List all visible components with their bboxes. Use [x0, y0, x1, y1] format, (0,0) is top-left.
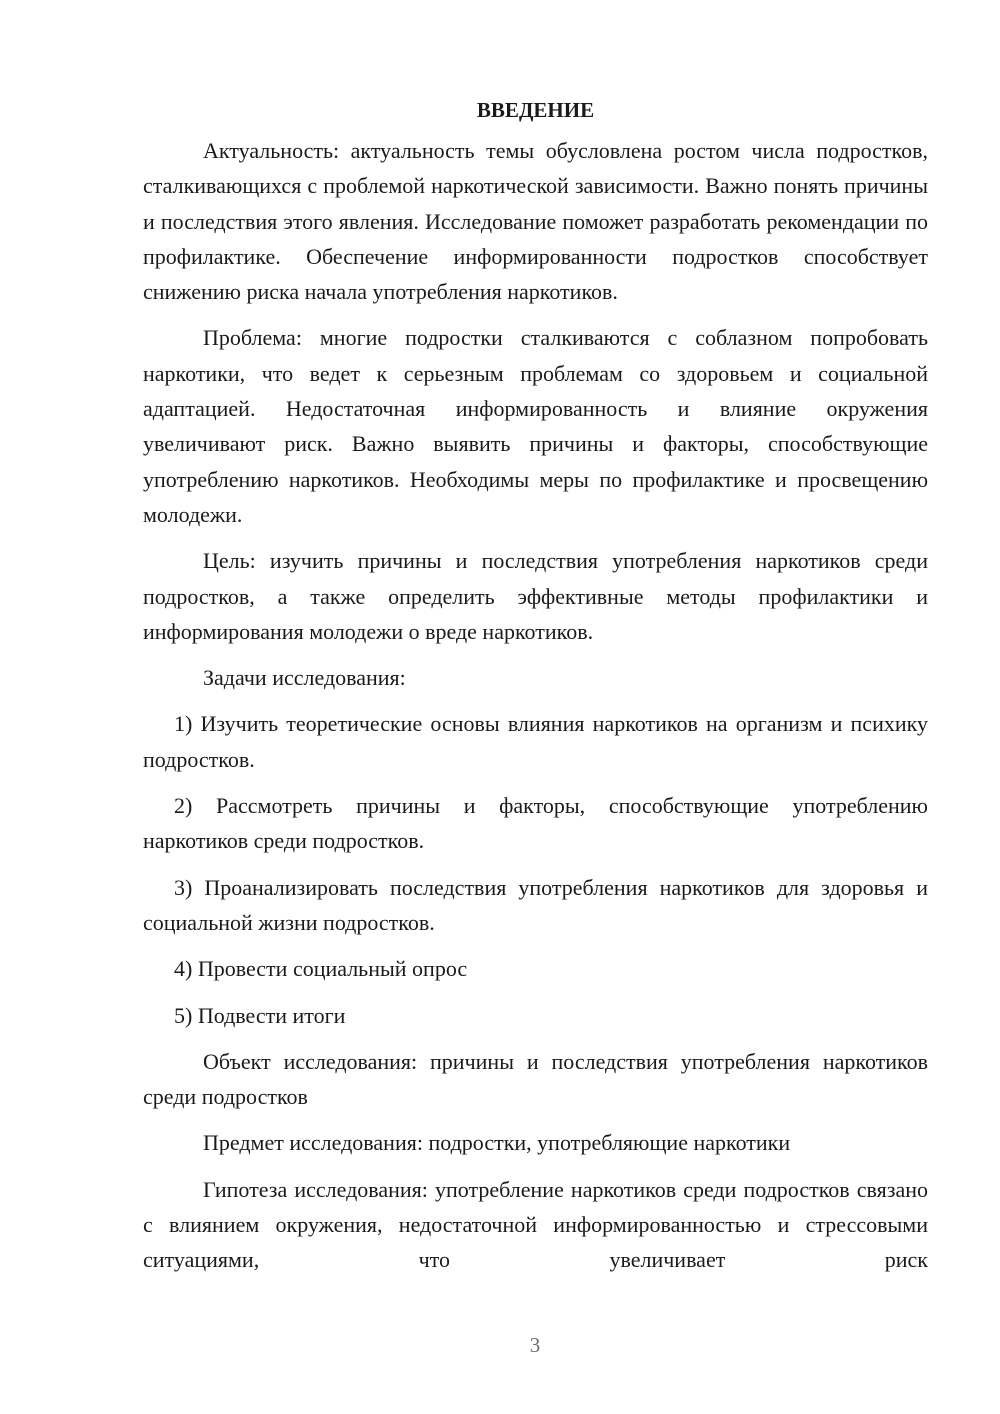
paragraph-object: Объект исследования: причины и последствия употребления наркотиков среди подростков	[143, 1048, 928, 1110]
task-item-1: 1) Изучить теоретические основы влияния наркотиков на организм и психику подростков.	[143, 711, 928, 772]
paragraph-subject: Предмет исследования: подростки, употребляющие наркотики	[203, 1130, 791, 1156]
document-page	[143, 95, 928, 1289]
paragraph-problem: Проблема: многие подростки сталкиваются с соблазном попробовать наркотики, что ведет к серьезным проблемам со здоровьем и социальной адаптацией. Недостаточная информированность и влияние окружения увеличивают риск. Важно выявить причины и факторы, способствующие употреблению наркотиков. Необходимы меры по профилактике и просвещению молодежи.	[143, 325, 928, 527]
task-item-4: 4) Провести социальный опрос	[174, 956, 468, 982]
task-item-2: 2) Рассмотреть причины и факторы, способствующие употреблению наркотиков среди подростков.	[143, 793, 928, 854]
tasks-heading: Задачи исследования:	[203, 665, 406, 691]
task-item-5: 5) Подвести итоги	[174, 1002, 346, 1028]
task-item-3: 3) Проанализировать последствия употребления наркотиков для здоровья и социальной жизни подростков.	[143, 874, 928, 935]
page-number: 3	[529, 1333, 541, 1357]
paragraph-relevance: Актуальность: актуальность темы обусловлена ростом числа подростков, сталкивающихся с проблемой наркотической зависимости. Важно понять причины и последствия этого явления. Исследование поможет разработать рекомендации по профилактике. Обеспечение информированности подростков способствует снижению риска начала употребления наркотиков.	[143, 138, 928, 305]
document-title: ВВЕДЕНИЕ	[476, 98, 595, 122]
paragraph-hypothesis: Гипотеза исследования: употребление наркотиков среди подростков связано с влиянием окружения, недостаточной информированностью и стрессовыми ситуациями, что увеличивает риск	[143, 1176, 928, 1273]
paragraph-goal: Цель: изучить причины и последствия употребления наркотиков среди подростков, а также определить эффективные методы профилактики и информирования молодежи о вреде наркотиков.	[143, 548, 928, 644]
